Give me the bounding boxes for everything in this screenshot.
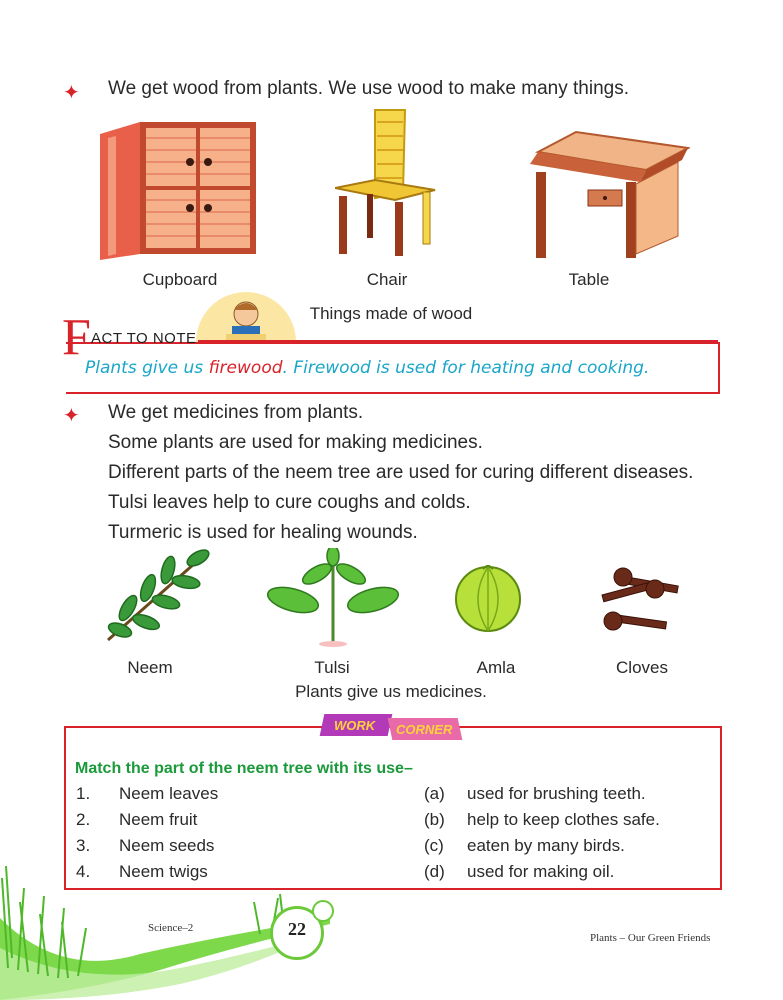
match-letter-c: (c) <box>424 836 444 855</box>
cloves-label: Cloves <box>616 658 668 677</box>
work-title: Match the part of the neem tree with its use– <box>75 760 413 777</box>
fact-text-part2: . Firewood is used for heating and cooking. <box>282 358 650 378</box>
work-badge-right-text: CORNER <box>396 722 453 737</box>
match-left-1: Neem leaves <box>119 784 219 803</box>
thinking-boy-image <box>196 292 296 342</box>
cupboard-label: Cupboard <box>142 270 218 289</box>
amla-label: Amla <box>476 658 516 677</box>
cupboard-image <box>100 122 258 260</box>
match-left-3: Neem seeds <box>119 836 215 855</box>
match-right-a: used for brushing teeth. <box>467 784 646 803</box>
page-number: 22 <box>288 919 306 939</box>
fact-initial: F <box>62 309 91 366</box>
wood-caption: Things made of wood <box>309 304 473 323</box>
chair-image <box>335 108 440 258</box>
match-right-d: used for making oil. <box>467 862 615 881</box>
chair-label: Chair <box>366 270 408 289</box>
medicines-caption: Plants give us medicines. <box>295 682 487 701</box>
match-num-3: 3. <box>76 836 91 855</box>
work-corner-badge <box>322 712 462 740</box>
table-label: Table <box>568 270 610 289</box>
match-right-c: eaten by many birds. <box>467 836 625 855</box>
match-num-2: 2. <box>76 810 91 829</box>
match-letter-b: (b) <box>424 810 445 829</box>
book-name: Science–2 <box>148 922 194 934</box>
bullet-icon: ✦ <box>63 82 80 104</box>
medicine-line-2: Some plants are used for making medicines. <box>108 432 483 453</box>
medicine-line-3: Different parts of the neem tree are used for curing different diseases. <box>108 462 694 483</box>
table-image <box>528 128 690 260</box>
medicine-line-4: Tulsi leaves help to cure coughs and colds. <box>108 492 471 513</box>
fact-heading: ACT TO NOTE <box>91 330 197 347</box>
match-left-4: Neem twigs <box>119 862 208 881</box>
work-badge-left-text: WORK <box>334 718 376 733</box>
fact-divider <box>198 340 718 342</box>
fact-text <box>85 358 649 378</box>
wood-sentence: We get wood from plants. We use wood to make many things. <box>108 78 629 99</box>
fact-text-part1: Plants give us <box>85 358 209 378</box>
cloves-image <box>597 565 687 640</box>
match-num-4: 4. <box>76 862 91 881</box>
match-letter-d: (d) <box>424 862 445 881</box>
chapter-name: Plants – Our Green Friends <box>590 932 711 944</box>
neem-image <box>98 548 213 648</box>
bullet-icon: ✦ <box>63 405 80 427</box>
neem-label: Neem <box>127 658 173 677</box>
tulsi-image <box>265 548 400 648</box>
medicine-line-5: Turmeric is used for healing wounds. <box>108 522 418 543</box>
match-right-b: help to keep clothes safe. <box>467 810 660 829</box>
amla-image <box>453 565 523 633</box>
tulsi-label: Tulsi <box>314 658 350 677</box>
match-num-1: 1. <box>76 784 91 803</box>
fact-text-word: firewood <box>208 358 283 378</box>
match-letter-a: (a) <box>424 784 445 803</box>
match-left-2: Neem fruit <box>119 810 198 829</box>
medicine-line-1: We get medicines from plants. <box>108 402 364 423</box>
